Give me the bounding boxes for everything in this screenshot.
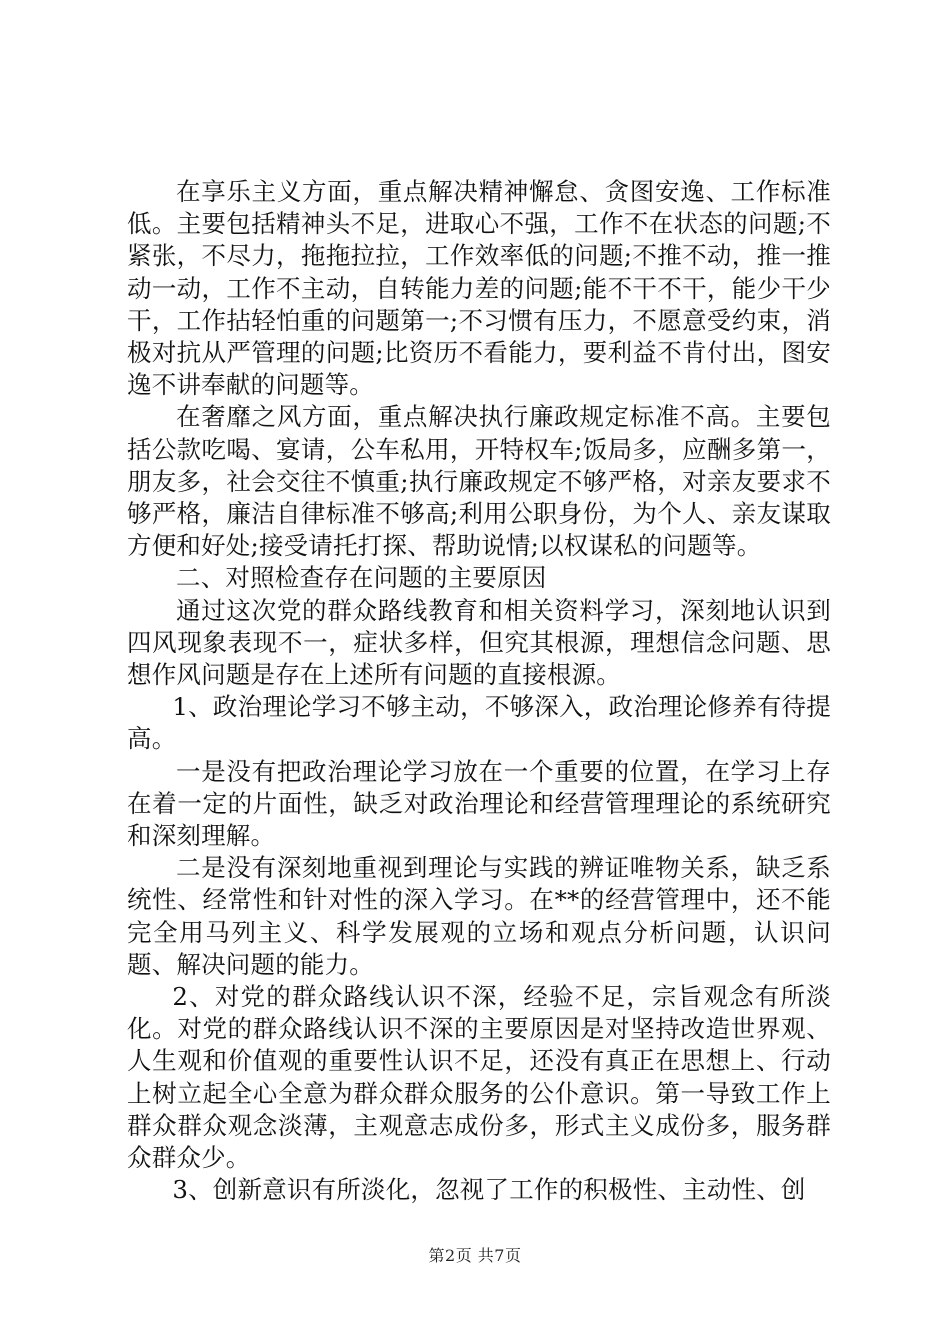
page-number-label: 第2页 共7页 [428,1246,522,1265]
paragraph-cause-1a: 一是没有把政治理论学习放在一个重要的位置，在学习上存在着一定的片面性，缺乏对政治理论和经营管理理论的系统研究和深刻理解。 [127,756,831,851]
paragraph-cause-1b: 二是没有深刻地重视到理论与实践的辨证唯物关系，缺乏系统性、经常性和针对性的深入学习。在**的经营管理中，还不能完全用马列主义、科学发展观的立场和观点分析问题，认识问题、解决问题的能力。 [127,853,831,979]
document-body [127,176,831,1207]
section-heading-causes: 二、对照检查存在问题的主要原因 [176,563,547,593]
paragraph-cause-3: 3、创新意识有所淡化，忽视了工作的积极性、主动性、创 [172,1175,806,1205]
paragraph-extravagance: 在奢靡之风方面，重点解决执行廉政规定标准不高。主要包括公款吃喝、宴请，公车私用，开特权车;饭局多，应酬多第一，朋友多，社会交往不慎重;执行廉政规定不够严格，对亲友要求不够严格，廉洁自律标准不够高;利用公职身份，为个人、亲友谋取方便和好处;接受请托打探、帮助说情;以权谋私的问题等。 [127,402,831,561]
paragraph-cause-1: 1、政治理论学习不够主动，不够深入，政治理论修养有待提高。 [127,692,831,754]
page-footer [0,1243,950,1266]
paragraph-causes-intro: 通过这次党的群众路线教育和相关资料学习，深刻地认识到四风现象表现不一，症状多样，但究其根源，理想信念问题、思想作风问题是存在上述所有问题的直接根源。 [127,595,831,690]
paragraph-cause-2: 2、对党的群众路线认识不深，经验不足，宗旨观念有所淡化。对党的群众路线认识不深的主要原因是对坚持改造世界观、人生观和价值观的重要性认识不足，还没有真正在思想上、行动上树立起全心全意为群众群众服务的公仆意识。第一导致工作上群众群众观念淡薄，主观意志成份多，形式主义成份多，服务群众群众少。 [127,982,831,1173]
paragraph-hedonism: 在享乐主义方面，重点解决精神懈怠、贪图安逸、工作标准低。主要包括精神头不足，进取心不强，工作不在状态的问题;不紧张，不尽力，拖拖拉拉，工作效率低的问题;不推不动，推一推动一动，工作不主动，自转能力差的问题;能不干不干，能少干少干，工作拈轻怕重的问题第一;不习惯有压力，不愿意受约束，消极对抗从严管理的问题;比资历不看能力，要利益不肯付出，图安逸不讲奉献的问题等。 [127,177,831,400]
